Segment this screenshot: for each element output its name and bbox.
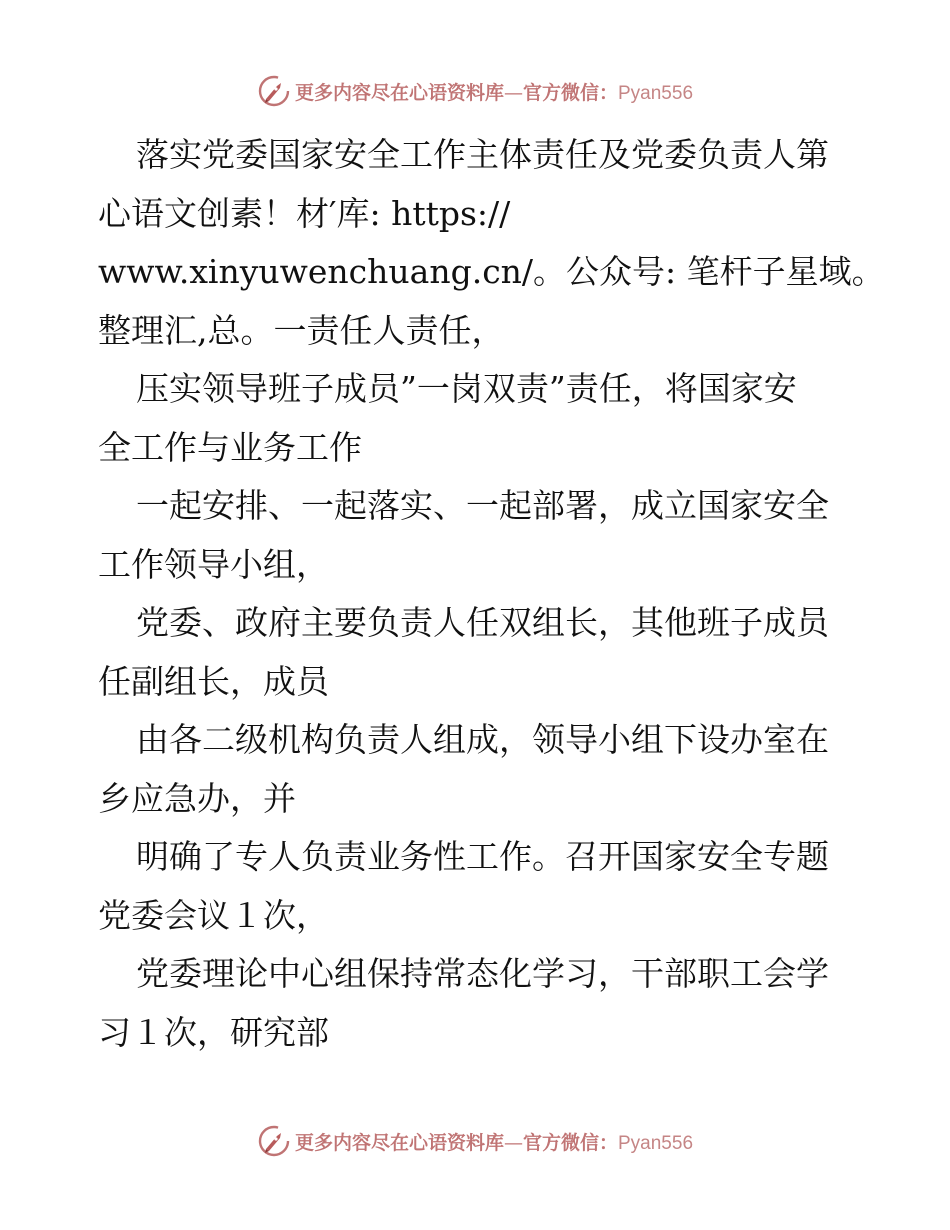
doc-line: 心语文创素！材′库: https:// [98, 193, 511, 233]
doc-line: 一起安排、一起落实、一起部署，成立国家安全 [136, 486, 829, 525]
doc-line: 党委会议１次， [98, 895, 329, 935]
header-banner-main: 更多内容尽在心语资料库 [294, 81, 504, 104]
header-banner-dash: — [503, 81, 523, 104]
doc-line: 明确了专人负责业务性工作。召开国家安全专题 [136, 837, 829, 876]
pen-nib-logo-icon [257, 1124, 291, 1158]
footer-banner-contact: 官方微信： [522, 1131, 618, 1154]
footer-banner-id: Pyan556 [618, 1132, 694, 1154]
header-banner-contact: 官方微信： [522, 81, 618, 104]
footer-banner [0, 1121, 950, 1161]
header-banner-text [295, 78, 693, 105]
doc-line: 落实党委国家安全工作主体责任及党委负责人第 [136, 135, 829, 174]
header-banner-id: Pyan556 [618, 82, 694, 104]
footer-banner-text [295, 1128, 693, 1155]
doc-line: 全工作与业务工作 [98, 427, 362, 467]
doc-line: 习１次，研究部 [98, 1012, 329, 1052]
header-banner [0, 71, 950, 111]
doc-line: 任副组长，成员 [98, 661, 329, 701]
doc-line: 党委、政府主要负责人任双组长，其他班子成员 [136, 603, 829, 642]
doc-line: 压实领导班子成员”一岗双责”责任，将国家安 [136, 369, 797, 408]
doc-line: www.xinyuwenchuang.cn/。公众号: 笔杆子星域。 [98, 252, 885, 291]
document-body [98, 126, 885, 1062]
footer-banner-main: 更多内容尽在心语资料库 [294, 1131, 504, 1154]
pen-nib-logo-icon [257, 74, 291, 108]
doc-line: 工作领导小组， [98, 544, 329, 584]
doc-line: 整理汇,总。一责任人责任， [98, 310, 505, 350]
doc-line: 乡应急办，并 [98, 778, 296, 818]
doc-line: 党委理论中心组保持常态化学习，干部职工会学 [136, 954, 829, 993]
footer-banner-dash: — [503, 1131, 523, 1154]
doc-line: 由各二级机构负责人组成，领导小组下设办室在 [136, 720, 829, 759]
